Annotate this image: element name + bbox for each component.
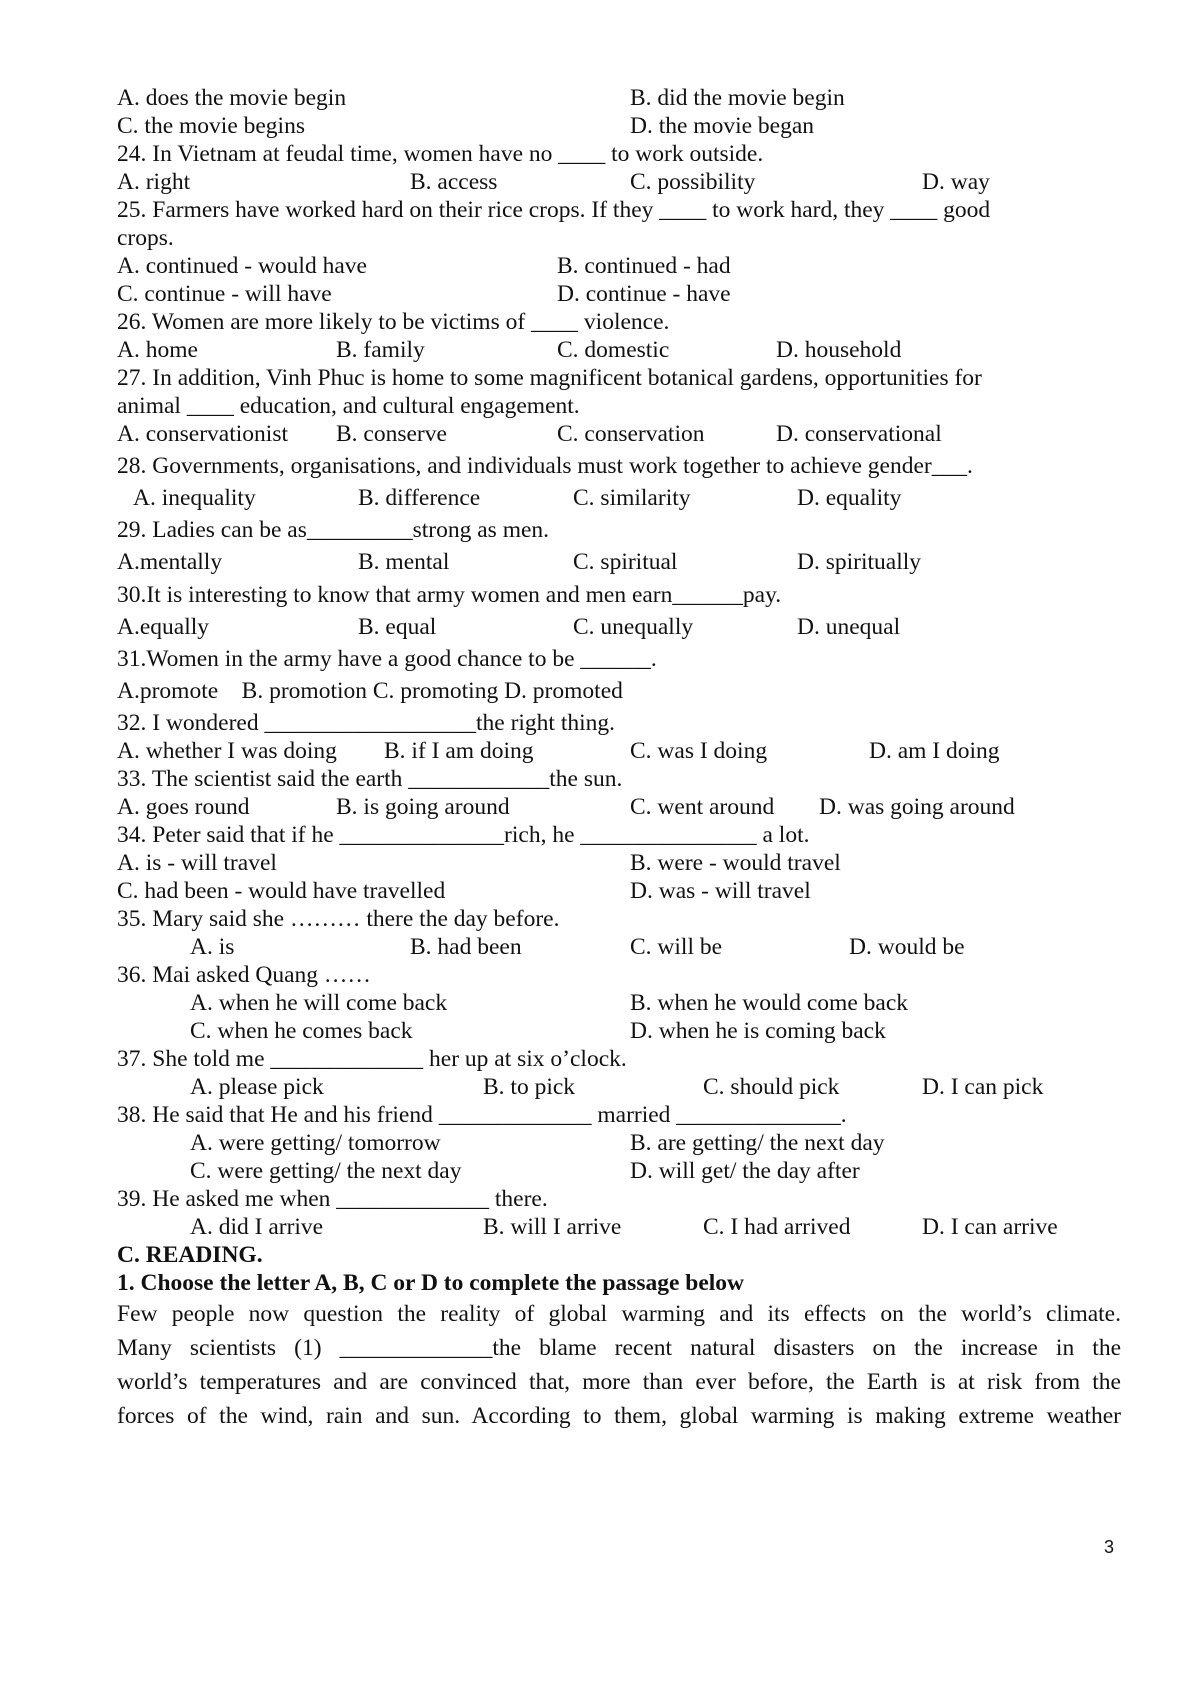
text-line (0, 876, 1190, 906)
answer-option: A. conservationist (117, 421, 288, 447)
text-line (0, 111, 1190, 141)
question-text: 26. Women are more likely to be victims of ____ violence. (117, 309, 670, 335)
answer-option: D. I can pick (922, 1074, 1044, 1100)
question-text: 36. Mai asked Quang …… (117, 962, 371, 988)
text-line (0, 83, 1190, 113)
question-text: 37. She told me _____________ her up at six o’clock. (117, 1046, 627, 1072)
text-line (0, 1128, 1190, 1158)
text-line (0, 932, 1190, 962)
question-text: 30.It is interesting to know that army women and men earn______pay. (117, 582, 782, 608)
answer-option: B. access (410, 169, 498, 195)
passage-line: world’s temperatures and are convinced that, more than ever before, the Earth is at risk from the (117, 1369, 1121, 1395)
answer-option: D. unequal (797, 614, 901, 640)
answer-option: D. conservational (776, 421, 942, 447)
answer-option: C. possibility (630, 169, 756, 195)
answer-option: B. to pick (483, 1074, 576, 1100)
text-line (0, 195, 1190, 225)
answer-option: A. goes round (117, 794, 250, 820)
question-text: 29. Ladies can be as_________strong as men. (117, 517, 550, 543)
answer-option: B. will I arrive (483, 1214, 622, 1240)
answer-option: A.equally (117, 614, 210, 640)
answer-option: B. if I am doing (384, 738, 534, 764)
text-line (0, 676, 1190, 706)
answer-option: C. was I doing (630, 738, 768, 764)
question-text: 24. In Vietnam at feudal time, women have no ____ to work outside. (117, 141, 764, 167)
question-text: 27. In addition, Vinh Phuc is home to some magnificent botanical gardens, opportunities for (117, 365, 982, 391)
text-line (0, 139, 1190, 169)
text-line (0, 644, 1190, 674)
text-line (0, 1156, 1190, 1186)
text-line (0, 612, 1190, 642)
answer-option: C. conservation (557, 421, 705, 447)
answer-option: D. am I doing (869, 738, 1000, 764)
answer-option: D. way (922, 169, 990, 195)
answer-option: D. when he is coming back (630, 1018, 886, 1044)
answer-option: B. difference (358, 485, 481, 511)
text-line (0, 1184, 1190, 1214)
answer-option: C. were getting/ the next day (190, 1158, 462, 1184)
answer-option: D. spiritually (797, 549, 922, 575)
question-text: 25. Farmers have worked hard on their rice crops. If they ____ to work hard, they ____ good (117, 197, 991, 223)
question-text: 38. He said that He and his friend _____________ married ______________. (117, 1102, 847, 1128)
answer-option: A. is (190, 934, 235, 960)
text-line (0, 988, 1190, 1018)
text-line (0, 391, 1190, 421)
question-text: 1. Choose the letter A, B, C or D to complete the passage below (117, 1270, 745, 1296)
text-line (0, 419, 1190, 449)
answer-option: C. should pick (703, 1074, 840, 1100)
text-line (0, 1072, 1190, 1102)
answer-option: A. were getting/ tomorrow (190, 1130, 441, 1156)
answer-option: D. will get/ the day after (630, 1158, 860, 1184)
question-text: 34. Peter said that if he ______________rich, he _______________ a lot. (117, 822, 810, 848)
answer-option: A. did I arrive (190, 1214, 324, 1240)
answer-option: C. I had arrived (703, 1214, 851, 1240)
text-line (0, 764, 1190, 794)
text-line (0, 820, 1190, 850)
answer-option: D. household (776, 337, 902, 363)
answer-option: B. had been (410, 934, 522, 960)
answer-option: B. conserve (336, 421, 447, 447)
answer-option: C. when he comes back (190, 1018, 413, 1044)
passage-line: forces of the wind, rain and sun. According to them, global warming is making extreme weather (117, 1403, 1121, 1429)
answer-option: A.mentally (117, 549, 223, 575)
answer-option: C. went around (630, 794, 775, 820)
answer-option: B. family (336, 337, 425, 363)
answer-option: C. unequally (573, 614, 694, 640)
question-text: 31.Women in the army have a good chance to be ______. (117, 646, 657, 672)
answer-option: B. is going around (336, 794, 510, 820)
text-line (0, 708, 1190, 738)
question-text: 33. The scientist said the earth ____________the sun. (117, 766, 623, 792)
page-number: 3 (1104, 1537, 1115, 1557)
answer-option: C. spiritual (573, 549, 678, 575)
answer-option: C. similarity (573, 485, 691, 511)
text-line (0, 335, 1190, 365)
text-line (0, 1240, 1190, 1270)
text-line (0, 1100, 1190, 1130)
answer-option: B. continued - had (557, 253, 731, 279)
answer-option: A. is - will travel (117, 850, 277, 876)
answer-option: B. equal (358, 614, 437, 640)
answer-option: A. right (117, 169, 191, 195)
answer-option: C. had been - would have travelled (117, 878, 446, 904)
passage-line: Few people now question the reality of global warming and its effects on the world’s climate. (117, 1301, 1121, 1327)
text-line (0, 580, 1190, 610)
answer-option: D. would be (849, 934, 965, 960)
text-line (0, 547, 1190, 577)
question-text: 28. Governments, organisations, and individuals must work together to achieve gender___. (117, 453, 973, 479)
question-text: 32. I wondered __________________the right thing. (117, 710, 616, 736)
text-line (0, 307, 1190, 337)
question-text: C. READING. (117, 1242, 263, 1268)
text-line (0, 1268, 1190, 1298)
text-line (0, 960, 1190, 990)
text-line (0, 251, 1190, 281)
answer-option: D. continue - have (557, 281, 731, 307)
text-line (0, 1044, 1190, 1074)
question-text: 35. Mary said she ……… there the day before. (117, 906, 560, 932)
answer-option: B. were - would travel (630, 850, 841, 876)
question-text: animal ____ education, and cultural engagement. (117, 393, 580, 419)
answer-option: D. was - will travel (630, 878, 811, 904)
text-line (0, 279, 1190, 309)
text-line (0, 1212, 1190, 1242)
answer-option: B. did the movie begin (630, 85, 845, 111)
question-text: A.promote B. promotion C. promoting D. promoted (117, 678, 623, 704)
text-line (0, 167, 1190, 197)
text-line (0, 223, 1190, 253)
answer-option: D. I can arrive (922, 1214, 1058, 1240)
answer-option: C. will be (630, 934, 723, 960)
passage-line: Many scientists (1) _____________the blame recent natural disasters on the increase in the (117, 1335, 1121, 1361)
text-line (0, 1016, 1190, 1046)
text-line (0, 736, 1190, 766)
answer-option: A. when he will come back (190, 990, 448, 1016)
answer-option: C. the movie begins (117, 113, 305, 139)
answer-option: A. continued - would have (117, 253, 367, 279)
answer-option: B. when he would come back (630, 990, 909, 1016)
text-line (0, 515, 1190, 545)
answer-option: A. home (117, 337, 198, 363)
question-text: 39. He asked me when _____________ there. (117, 1186, 548, 1212)
answer-option: B. mental (358, 549, 450, 575)
text-line (0, 483, 1190, 513)
answer-option: D. was going around (819, 794, 1015, 820)
answer-option: A. please pick (190, 1074, 324, 1100)
question-text: crops. (117, 225, 174, 251)
answer-option: C. continue - will have (117, 281, 332, 307)
answer-option: D. the movie began (630, 113, 815, 139)
answer-option: A. whether I was doing (117, 738, 337, 764)
answer-option: B. are getting/ the next day (630, 1130, 885, 1156)
answer-option: C. domestic (557, 337, 670, 363)
text-line (0, 451, 1190, 481)
text-line (0, 848, 1190, 878)
text-line (0, 792, 1190, 822)
text-line (0, 904, 1190, 934)
answer-option: D. equality (797, 485, 902, 511)
answer-option: A. inequality (133, 485, 256, 511)
answer-option: A. does the movie begin (117, 85, 347, 111)
text-line (0, 363, 1190, 393)
